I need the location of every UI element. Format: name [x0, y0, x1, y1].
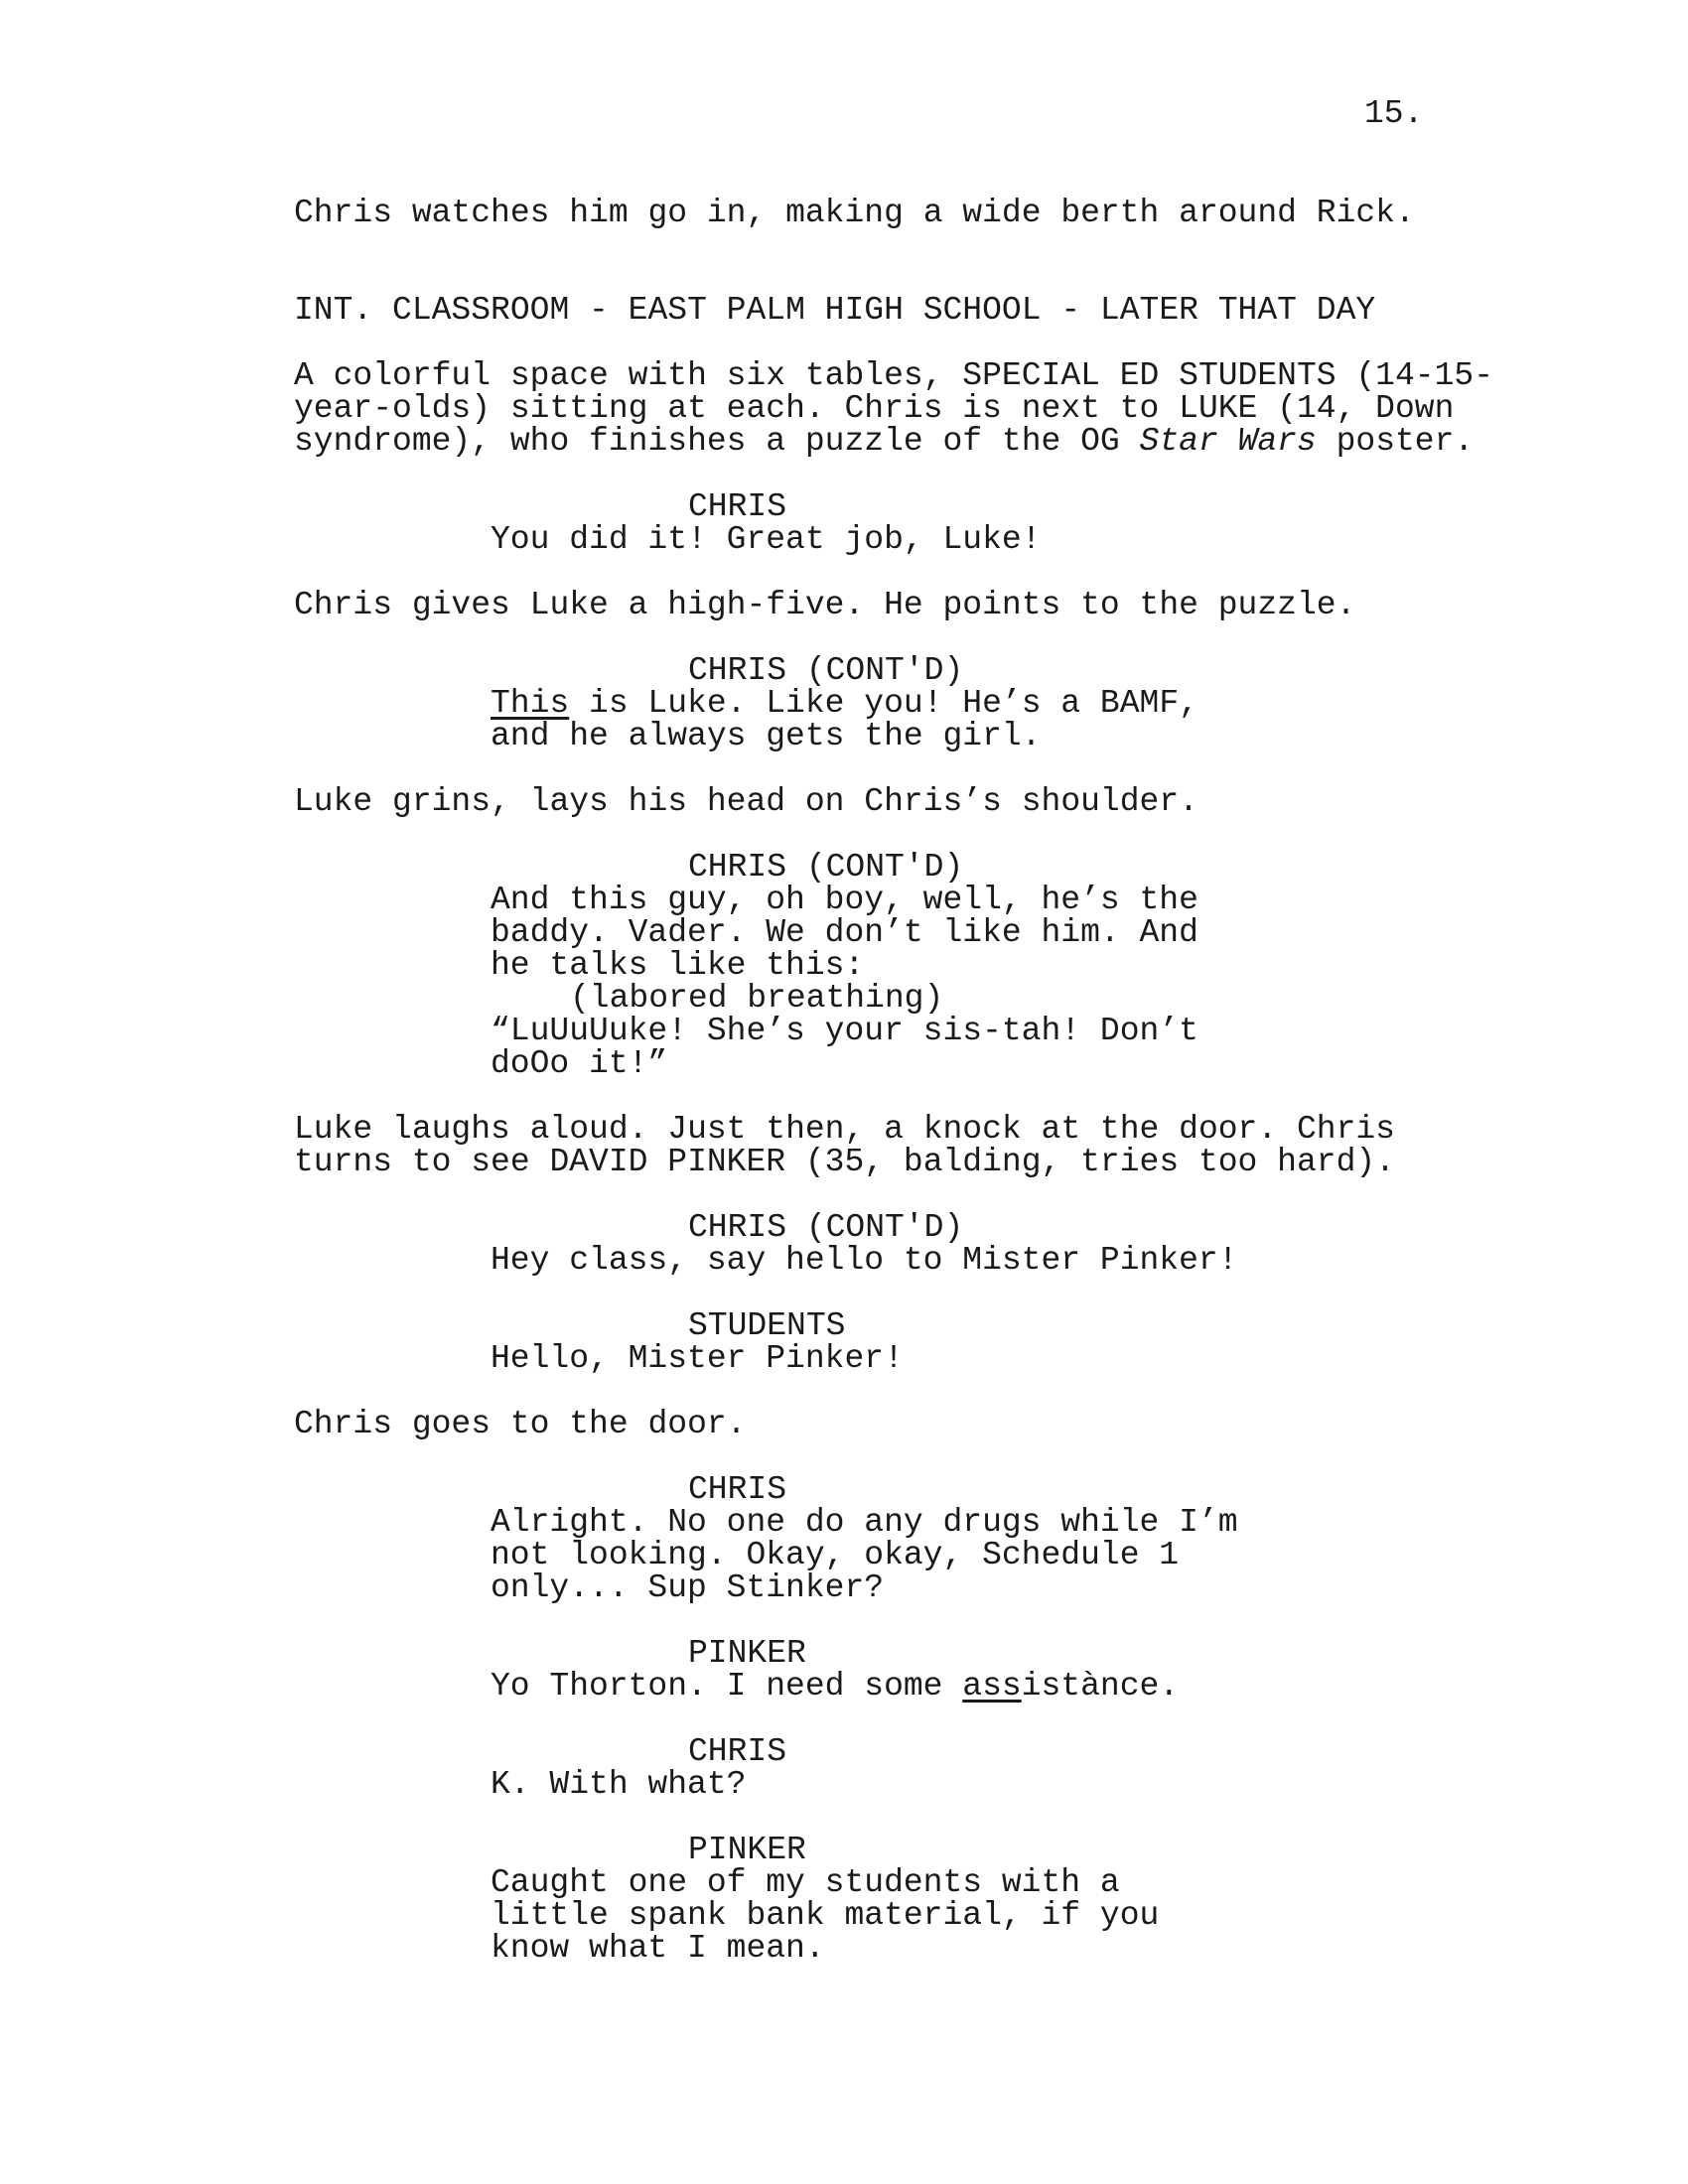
- action-line: Chris goes to the door.: [294, 1406, 747, 1442]
- action-line: Luke laughs aloud. Just then, a knock at the door. Chris: [294, 1111, 1395, 1148]
- dialogue-line: [491, 687, 1198, 720]
- action-line: turns to see DAVID PINKER (35, balding, tries too hard).: [294, 1144, 1395, 1180]
- dialogue-line: baddy. Vader. We don’t like him. And: [491, 914, 1198, 951]
- character-name: CHRIS (CONT'D): [688, 652, 964, 689]
- action-line: A colorful space with six tables, SPECIAL ED STUDENTS (14-15-: [294, 357, 1493, 394]
- dialogue-line: K. With what?: [491, 1766, 747, 1803]
- action-line: Luke grins, lays his head on Chris’s shoulder.: [294, 783, 1198, 820]
- dialogue-line: know what I mean.: [491, 1930, 825, 1967]
- character-name: CHRIS (CONT'D): [688, 849, 964, 886]
- action-text: syndrome), who finishes a puzzle of the OG: [294, 423, 1140, 460]
- underlined-word: This: [491, 685, 570, 722]
- dialogue-line: and he always gets the girl.: [491, 718, 1042, 754]
- dialogue-line: You did it! Great job, Luke!: [491, 521, 1042, 558]
- dialogue-line: Hello, Mister Pinker!: [491, 1340, 904, 1377]
- dialogue-line: Alright. No one do any drugs while I’m: [491, 1504, 1238, 1541]
- dialogue-line: “LuUuUuke! She’s your sis-tah! Don’t: [491, 1013, 1198, 1049]
- scene-heading: INT. CLASSROOM - EAST PALM HIGH SCHOOL - LATER THAT DAY: [294, 292, 1376, 329]
- dialogue-line: Hey class, say hello to Mister Pinker!: [491, 1242, 1238, 1279]
- dialogue-line: Caught one of my students with a: [491, 1864, 1120, 1901]
- character-name: CHRIS: [688, 488, 787, 525]
- dialogue-text: istànce.: [1021, 1668, 1180, 1705]
- dialogue-line: not looking. Okay, okay, Schedule 1: [491, 1537, 1180, 1573]
- action-line: Chris watches him go in, making a wide berth around Rick.: [294, 195, 1415, 231]
- dialogue-text: Yo Thorton. I need some: [491, 1668, 963, 1705]
- action-line: year-olds) sitting at each. Chris is next to LUKE (14, Down: [294, 390, 1455, 427]
- dialogue-line: And this guy, oh boy, well, he’s the: [491, 882, 1198, 918]
- action-line: [294, 425, 1474, 458]
- character-name: CHRIS: [688, 1733, 787, 1770]
- dialogue-text: is Luke. Like you! He’s a BAMF,: [569, 685, 1198, 722]
- dialogue-line: doOo it!”: [491, 1045, 668, 1082]
- dialogue-line: [491, 1670, 1179, 1703]
- dialogue-line: little spank bank material, if you: [491, 1897, 1160, 1934]
- italic-title: Star Wars: [1139, 423, 1317, 460]
- character-name: CHRIS: [688, 1471, 787, 1508]
- underlined-word: ass: [962, 1668, 1022, 1705]
- page-number: 15.: [1364, 95, 1424, 132]
- character-name: CHRIS (CONT'D): [688, 1209, 964, 1246]
- dialogue-line: he talks like this:: [491, 947, 865, 984]
- character-name: PINKER: [688, 1635, 806, 1672]
- action-text: poster.: [1316, 423, 1475, 460]
- character-name: PINKER: [688, 1832, 806, 1868]
- dialogue-line: only... Sup Stinker?: [491, 1570, 885, 1606]
- parenthetical: (labored breathing): [570, 980, 944, 1017]
- character-name: STUDENTS: [688, 1307, 846, 1344]
- action-line: Chris gives Luke a high-five. He points to the puzzle.: [294, 587, 1356, 623]
